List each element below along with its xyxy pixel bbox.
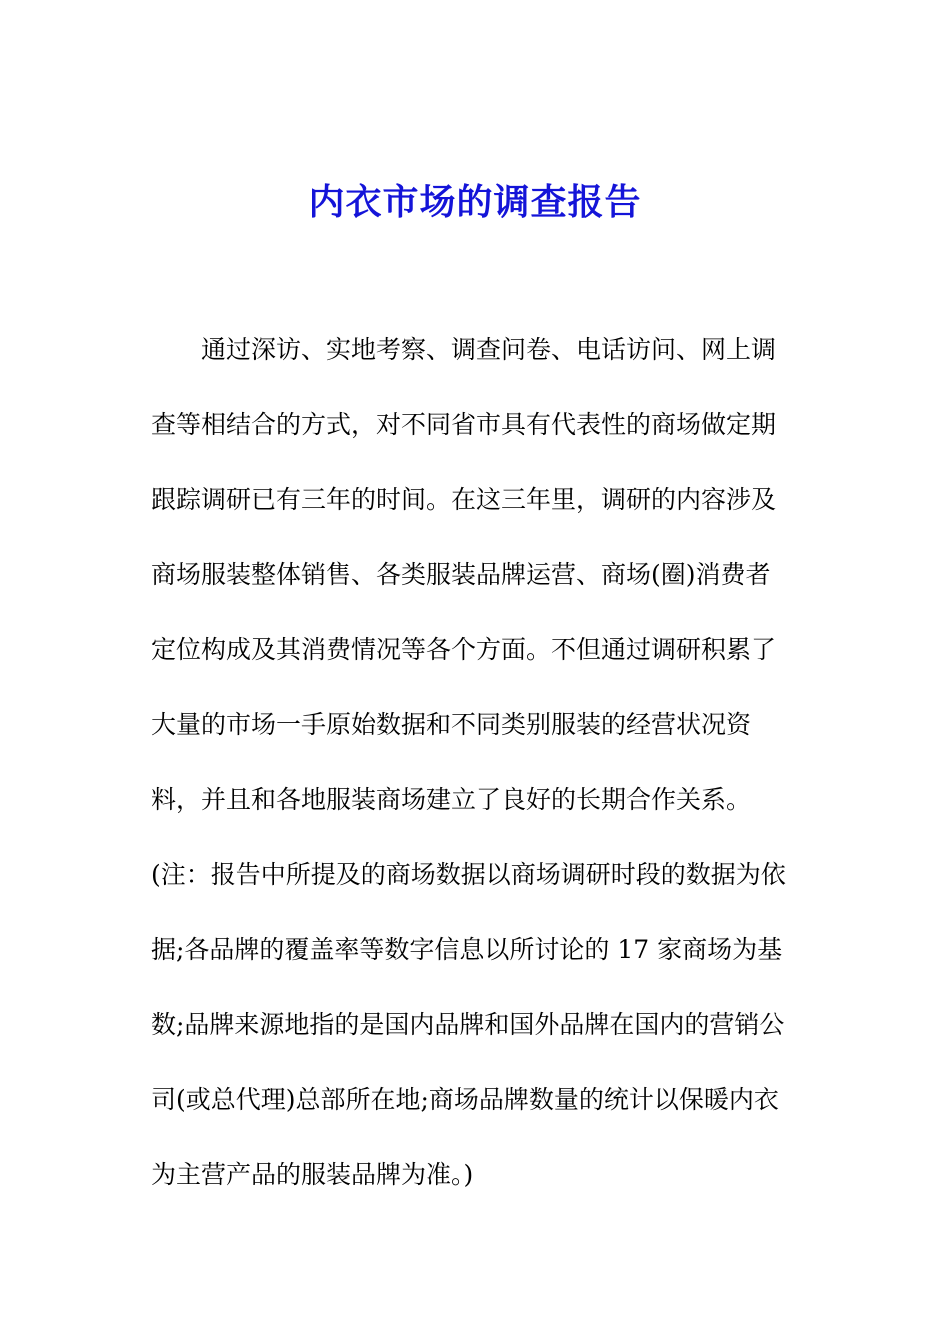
- paragraph-line: 商场服装整体销售、各类服装品牌运营、商场(圈)消费者: [151, 560, 771, 589]
- paragraph-line: 定位构成及其消费情况等各个方面。不但通过调研积累了: [151, 635, 777, 664]
- paragraph-line: 查等相结合的方式，对不同省市具有代表性的商场做定期: [151, 410, 777, 439]
- note-line: 数;品牌来源地指的是国内品牌和国外品牌在国内的营销公: [151, 1010, 785, 1039]
- paragraph-line: 通过深访、实地考察、调查问卷、电话访问、网上调: [201, 335, 777, 364]
- note-line: 据;各品牌的覆盖率等数字信息以所讨论的 17 家商场为基: [151, 935, 783, 964]
- note-line: 为主营产品的服装品牌为准。): [151, 1160, 474, 1189]
- paragraph-line: 料，并且和各地服装商场建立了良好的长期合作关系。: [151, 785, 752, 814]
- paragraph-line: 大量的市场一手原始数据和不同类别服装的经营状况资: [151, 710, 752, 739]
- note-line: (注：报告中所提及的商场数据以商场调研时段的数据为依: [151, 860, 786, 889]
- paragraph-line: 跟踪调研已有三年的时间。在这三年里，调研的内容涉及: [151, 485, 777, 514]
- note-line: 司(或总代理)总部所在地;商场品牌数量的统计以保暖内衣: [151, 1085, 779, 1114]
- document-title: 内衣市场的调查报告: [308, 181, 642, 223]
